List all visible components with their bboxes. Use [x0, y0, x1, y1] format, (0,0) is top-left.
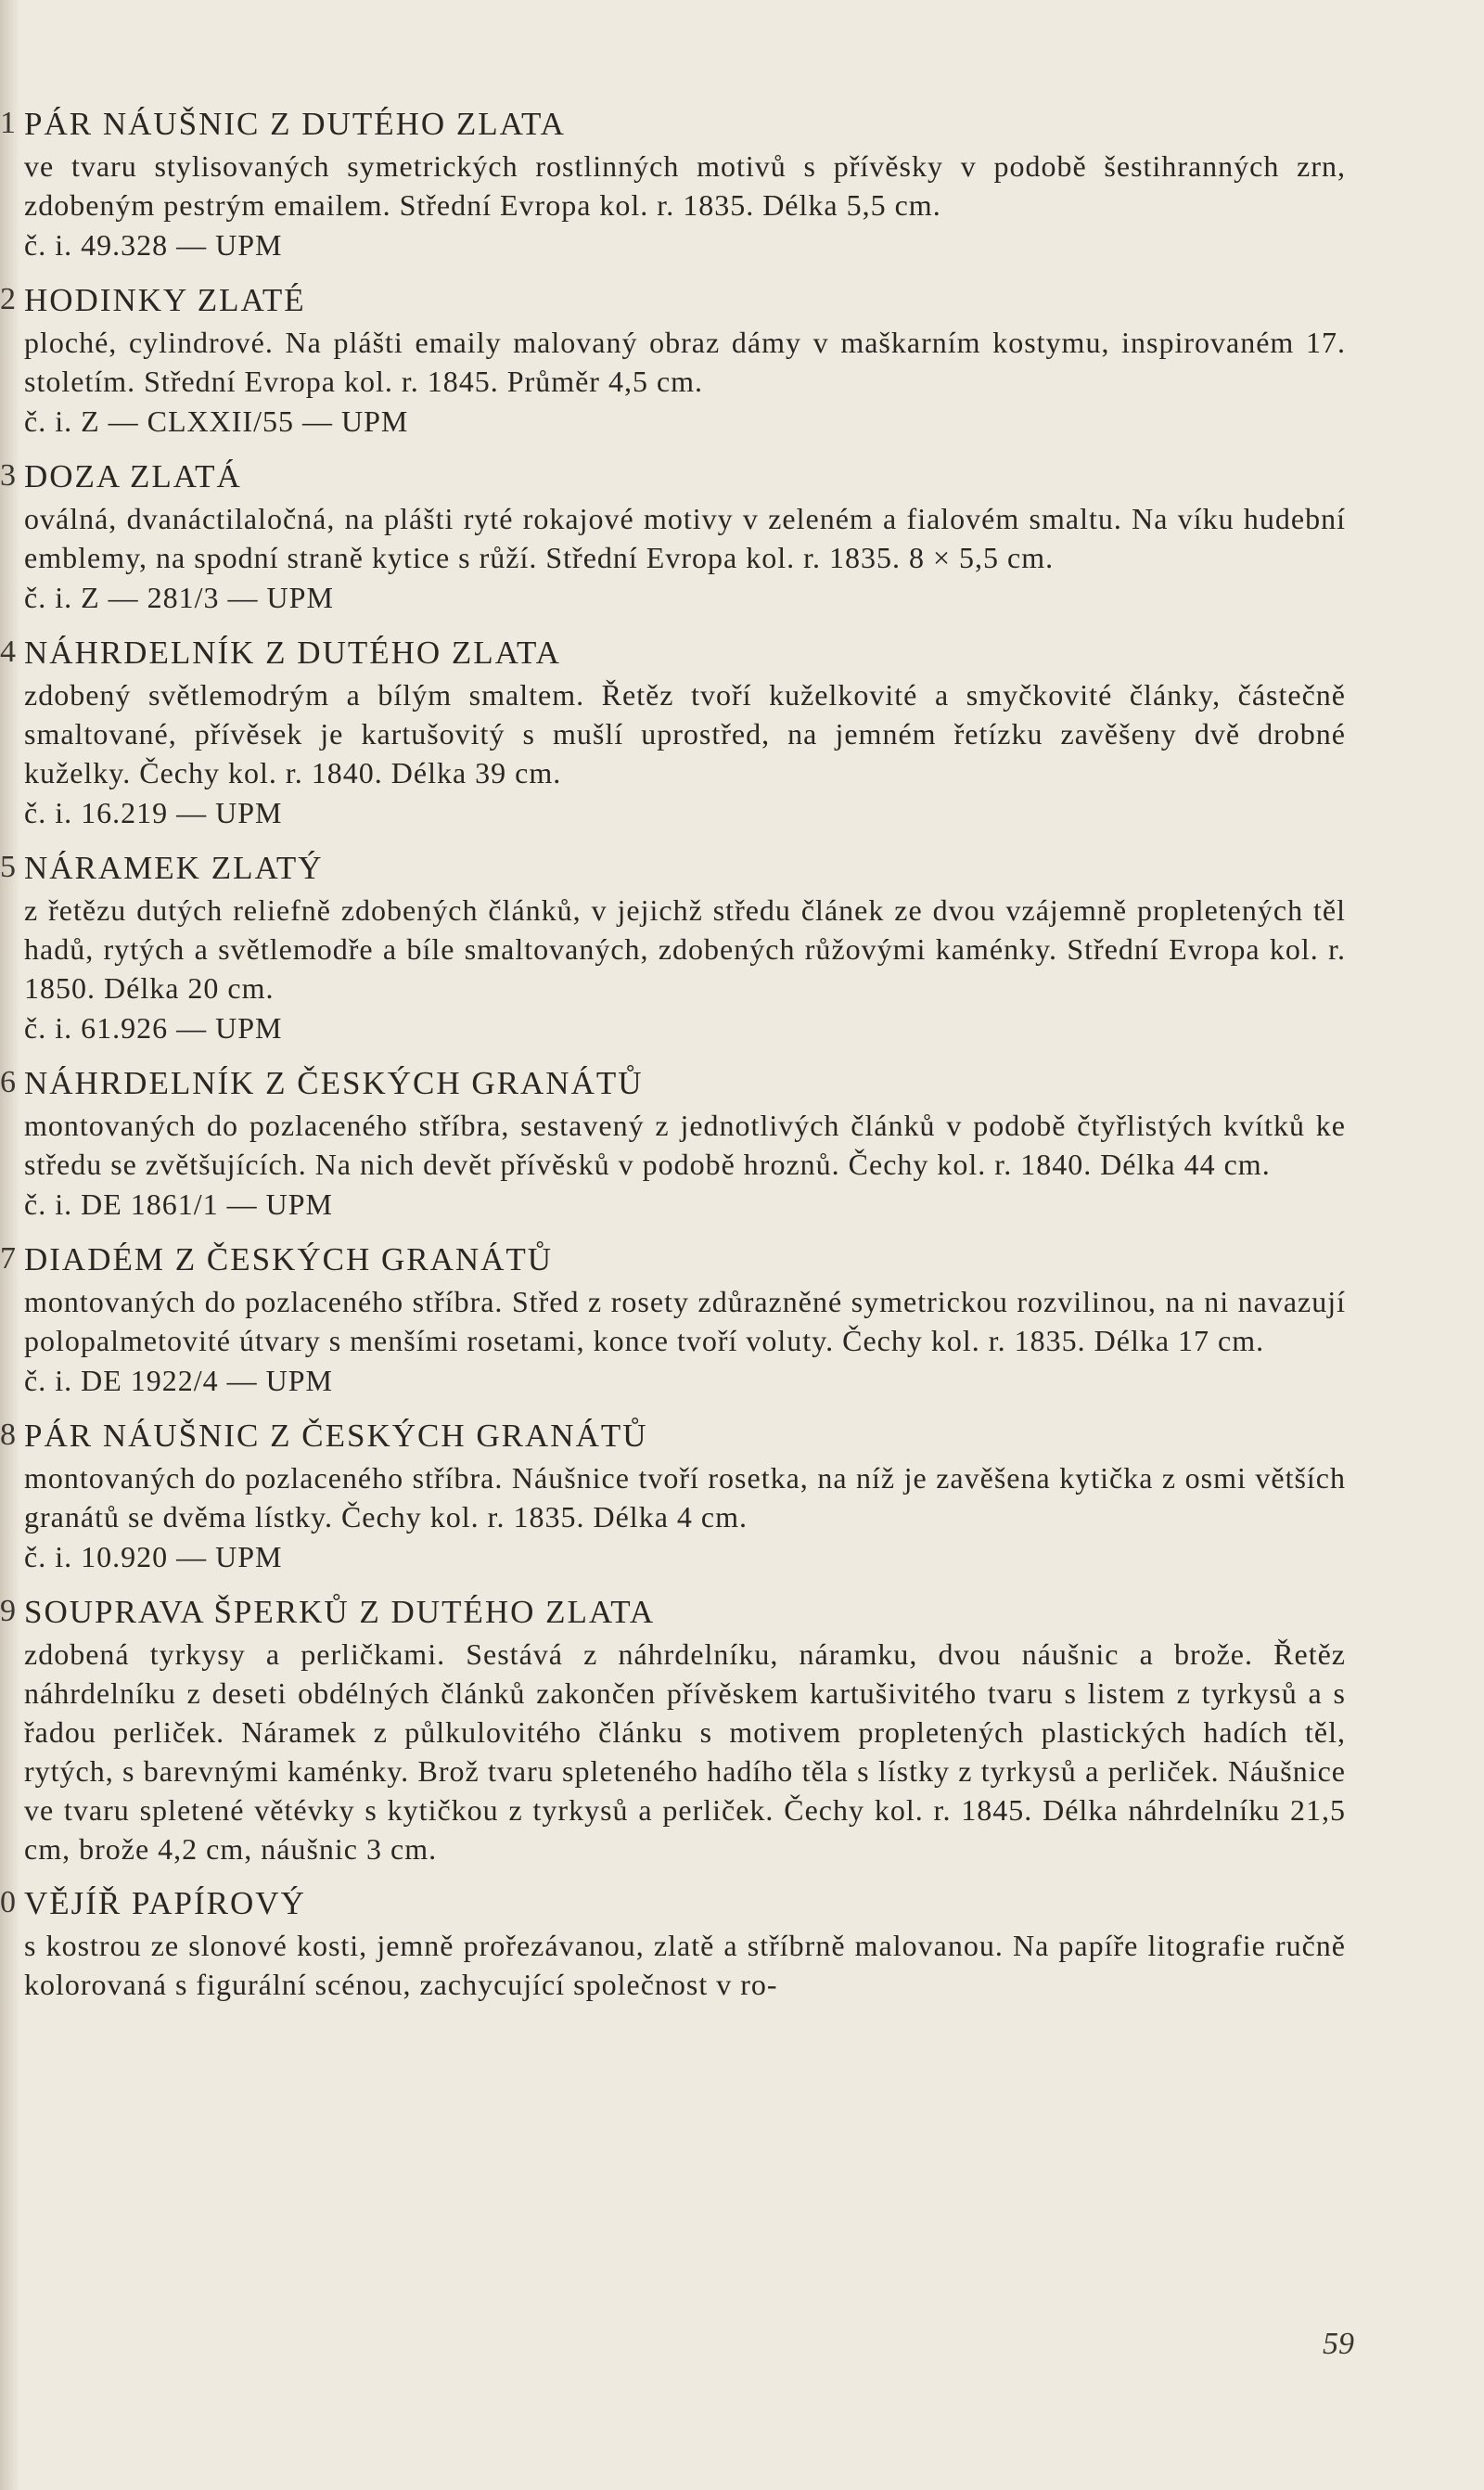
entry-title: PÁR NÁUŠNIC Z ČESKÝCH GRANÁTŮ [24, 1418, 648, 1454]
catalog-entries [0, 102, 1346, 2017]
entry-inventory-number: č. i. DE 1922/4 — UPM [24, 1364, 333, 1397]
catalog-entry [0, 1590, 1346, 1868]
catalog-entry [0, 455, 1346, 618]
entry-description: zdobený světlemodrým a bílým smaltem. Řetěz tvoří kuželkovité a smyčkovité články, částečně smaltované, přívěsek je kartušovitý s mušlí uprostřed, na jemném řetízku zavěšeny dvě drobné kuželky. Čechy kol. r. 1840. Délka 39 cm. [24, 678, 1346, 789]
entry-title: NÁRAMEK ZLATÝ [24, 850, 324, 886]
catalog-entry [0, 846, 1346, 1048]
entry-title: NÁHRDELNÍK Z ČESKÝCH GRANÁTŮ [24, 1065, 644, 1101]
entry-inventory-number: č. i. 49.328 — UPM [24, 228, 283, 262]
entry-title: SOUPRAVA ŠPERKŮ Z DUTÉHO ZLATA [24, 1594, 656, 1630]
entry-title: PÁR NÁUŠNIC Z DUTÉHO ZLATA [24, 106, 566, 142]
entry-number: 0 [0, 1885, 16, 1919]
entry-title: HODINKY ZLATÉ [24, 282, 306, 318]
catalog-entry [0, 1238, 1346, 1401]
page-number: 59 [1323, 2327, 1354, 2361]
catalog-entry [0, 1414, 1346, 1577]
entry-number: 7 [0, 1241, 16, 1276]
entry-number: 6 [0, 1065, 16, 1099]
entry-number: 8 [0, 1418, 16, 1452]
entry-number: 4 [0, 635, 16, 669]
entry-description: zdobená tyrkysy a perličkami. Sestává z náhrdelníku, náramku, dvou náušnic a brože. Řetěz náhrdelníku z deseti obdélných článků zakončen přívěskem kartušivitého tvaru s listem z tyrkysů a s řadou perliček. Náramek z půlkulovitého článku s motivem propletených plastických hadích těl, rytých, s barevnými kaménky. Brož tvaru spleteného hadího těla s lístky z tyrkysů a perliček. Náušnice ve tvaru spletené větévky s kytičkou z tyrkysů a perliček. Čechy kol. r. 1845. Délka náhrdelníku 21,5 cm, brože 4,2 cm, náušnic 3 cm. [24, 1637, 1346, 1866]
catalog-entry [0, 102, 1346, 265]
entry-title: VĚJÍŘ PAPÍROVÝ [24, 1885, 306, 1921]
entry-number: 3 [0, 458, 16, 493]
catalog-entry [0, 1061, 1346, 1225]
entry-description: montovaných do pozlaceného stříbra, sestavený z jednotlivých článků v podobě čtyřlistých kvítků ke středu se zvětšujících. Na nich devět přívěsků v podobě hroznů. Čechy kol. r. 1840. Délka 44 cm. [24, 1109, 1346, 1181]
catalog-entry [0, 278, 1346, 442]
entry-number: 1 [0, 106, 16, 140]
entry-number: 2 [0, 282, 16, 316]
entry-description: oválná, dvanáctilaločná, na plášti ryté rokajové motivy v zeleném a fialovém smaltu. Na víku hudební emblemy, na spodní straně kytice s růží. Střední Evropa kol. r. 1835. 8 × 5,5 cm. [24, 502, 1346, 574]
entry-inventory-number: č. i. 10.920 — UPM [24, 1540, 283, 1573]
entry-inventory-number: č. i. Z — CLXXII/55 — UPM [24, 404, 409, 438]
entry-description: s kostrou ze slonové kosti, jemně prořezávanou, zlatě a stříbrně malovanou. Na papíře litografie ručně kolorovaná s figurální scénou, zachycující společnost v ro- [24, 1929, 1346, 2001]
entry-description: montovaných do pozlaceného stříbra. Náušnice tvoří rosetka, na níž je zavěšena kytička z osmi větších granátů se dvěma lístky. Čechy kol. r. 1835. Délka 4 cm. [24, 1461, 1346, 1534]
catalog-entry [0, 1881, 1346, 2004]
entry-description: ploché, cylindrové. Na plášti emaily malovaný obraz dámy v maškarním kostymu, inspirovaném 17. stoletím. Střední Evropa kol. r. 1845. Průměr 4,5 cm. [24, 326, 1346, 398]
entry-description: montovaných do pozlaceného stříbra. Střed z rosety zdůrazněné symetrickou rozvilinou, na ni navazují polopalmetovité útvary s menšími rosetami, konce tvoří voluty. Čechy kol. r. 1835. Délka 17 cm. [24, 1285, 1346, 1357]
entry-title: NÁHRDELNÍK Z DUTÉHO ZLATA [24, 635, 561, 671]
entry-inventory-number: č. i. 16.219 — UPM [24, 796, 283, 829]
entry-title: DOZA ZLATÁ [24, 458, 242, 494]
entry-number: 5 [0, 850, 16, 884]
entry-inventory-number: č. i. DE 1861/1 — UPM [24, 1187, 333, 1221]
catalog-entry [0, 631, 1346, 833]
entry-description: z řetězu dutých reliefně zdobených článků, v jejichž středu článek ze dvou vzájemně propletených těl hadů, rytých a světlemodře a bíle smaltovaných, zdobených růžovými kaménky. Střední Evropa kol. r. 1850. Délka 20 cm. [24, 893, 1346, 1005]
entry-description: ve tvaru stylisovaných symetrických rostlinných motivů s přívěsky v podobě šestihranných zrn, zdobeným pestrým emailem. Střední Evropa kol. r. 1835. Délka 5,5 cm. [24, 149, 1346, 222]
entry-number: 9 [0, 1594, 16, 1628]
entry-title: DIADÉM Z ČESKÝCH GRANÁTŮ [24, 1241, 554, 1277]
entry-inventory-number: č. i. Z — 281/3 — UPM [24, 581, 334, 614]
entry-inventory-number: č. i. 61.926 — UPM [24, 1011, 283, 1045]
